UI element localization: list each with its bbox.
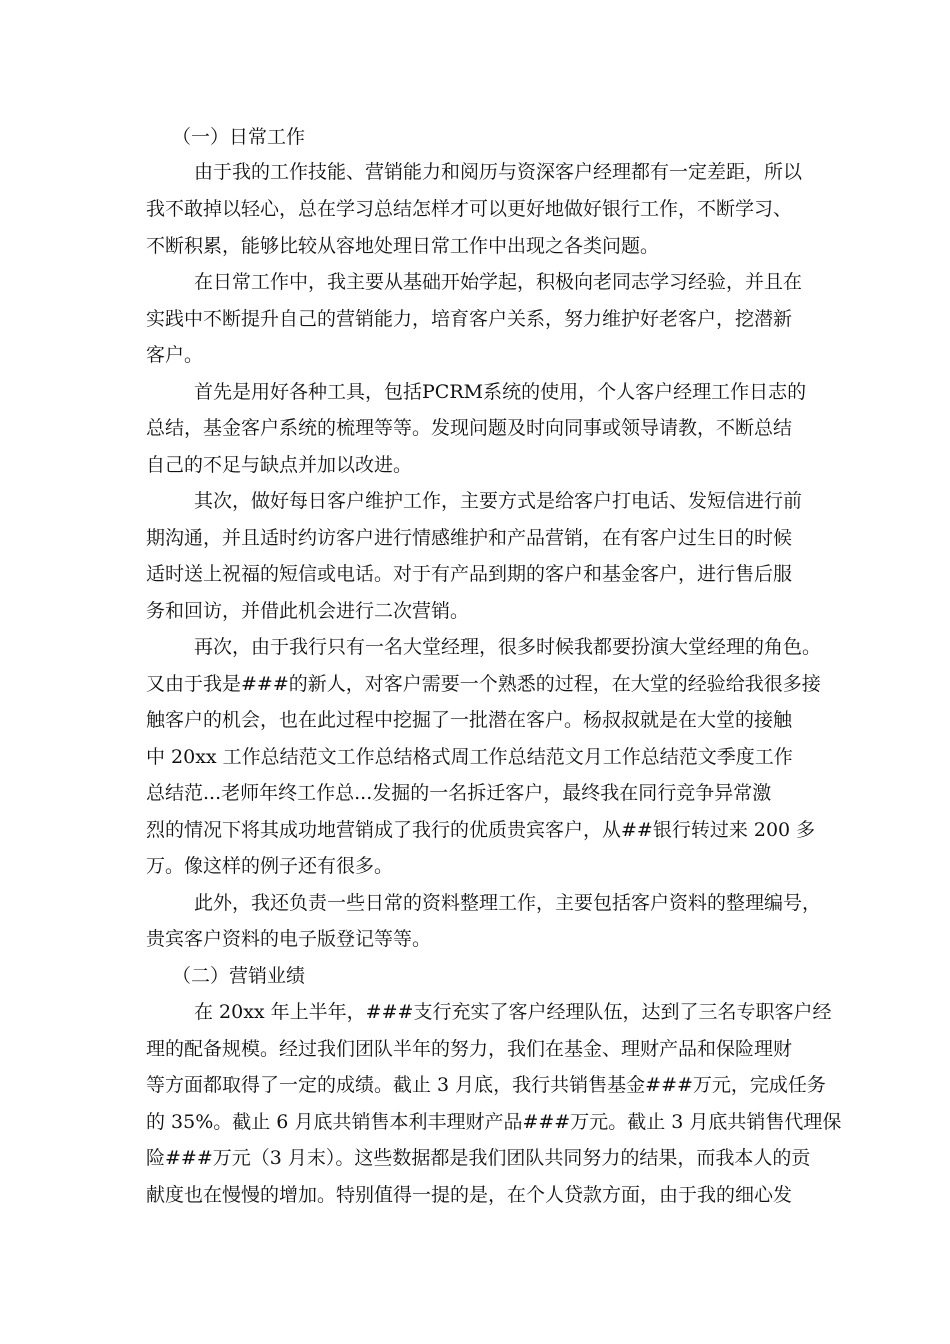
paragraph-line: 此外，我还负责一些日常的资料整理工作，主要包括客户资料的整理编号， <box>194 892 822 914</box>
paragraph-line: 自己的不足与缺点并加以改进。 <box>146 454 413 476</box>
paragraph-line: 等方面都取得了一定的成绩。截止 3 月底，我行共销售基金###万元，完成任务 <box>146 1074 826 1096</box>
paragraph-line: 在 20xx 年上半年，###支行充实了客户经理队伍，达到了三名专职客户经 <box>194 1001 832 1023</box>
paragraph-line: 理的配备规模。经过我们团队半年的努力，我们在基金、理财产品和保险理财 <box>146 1038 793 1060</box>
paragraph-line: 再次，由于我行只有一名大堂经理，很多时候我都要扮演大堂经理的角色。 <box>194 636 822 658</box>
paragraph-line: 适时送上祝福的短信或电话。对于有产品到期的客户和基金客户，进行售后服 <box>146 563 793 585</box>
paragraph-line: 万。像这样的例子还有很多。 <box>146 855 394 877</box>
paragraph-line: 首先是用好各种工具，包括PCRM系统的使用，个人客户经理工作日志的 <box>194 381 807 403</box>
paragraph-line: 贵宾客户资料的电子版登记等等。 <box>146 928 432 950</box>
paragraph-line: 献度也在慢慢的增加。特别值得一提的是，在个人贷款方面，由于我的细心发 <box>146 1184 793 1206</box>
paragraph-line: 期沟通，并且适时约访客户进行情感维护和产品营销，在有客户过生日的时候 <box>146 527 793 549</box>
paragraph-line: 不断积累，能够比较从容地处理日常工作中出现之各类问题。 <box>146 235 660 257</box>
paragraph-line: 总结，基金客户系统的梳理等等。发现问题及时向同事或领导请教，不断总结 <box>146 417 793 439</box>
paragraph-line: 由于我的工作技能、营销能力和阅历与资深客户经理都有一定差距，所以 <box>194 161 803 183</box>
paragraph-line: 中 20xx 工作总结范文工作总结格式周工作总结范文月工作总结范文季度工作 <box>146 746 793 768</box>
paragraph-line: 触客户的机会，也在此过程中挖掘了一批潜在客户。杨叔叔就是在大堂的接触 <box>146 709 793 731</box>
paragraph-line: 险###万元（3 月末）。这些数据都是我们团队共同努力的结果，而我本人的贡 <box>146 1147 811 1169</box>
section-heading-daily-work: （一）日常工作 <box>172 126 306 148</box>
paragraph-line: 的 35%。截止 6 月底共销售本利丰理财产品###万元。截止 3 月底共销售代理保 <box>146 1111 842 1133</box>
paragraph-line: 其次，做好每日客户维护工作，主要方式是给客户打电话、发短信进行前 <box>194 490 803 512</box>
paragraph-line: 烈的情况下将其成功地营销成了我行的优质贵宾客户，从##银行转过来 200 多 <box>146 819 816 841</box>
paragraph-line: 客户。 <box>146 344 204 366</box>
paragraph-line: 实践中不断提升自己的营销能力，培育客户关系，努力维护好老客户，挖潜新 <box>146 308 793 330</box>
paragraph-line: 总结范...老师年终工作总...发掘的一名拆迁客户，最终我在同行竞争异常激 <box>146 782 772 804</box>
paragraph-line: 务和回访，并借此机会进行二次营销。 <box>146 600 470 622</box>
section-heading-sales-performance: （二）营销业绩 <box>172 965 306 987</box>
paragraph-line: 又由于我是###的新人，对客户需要一个熟悉的过程，在大堂的经验给我很多接 <box>146 673 821 695</box>
paragraph-line: 在日常工作中，我主要从基础开始学起，积极向老同志学习经验，并且在 <box>194 271 803 293</box>
paragraph-line: 我不敢掉以轻心，总在学习总结怎样才可以更好地做好银行工作，不断学习、 <box>146 198 793 220</box>
